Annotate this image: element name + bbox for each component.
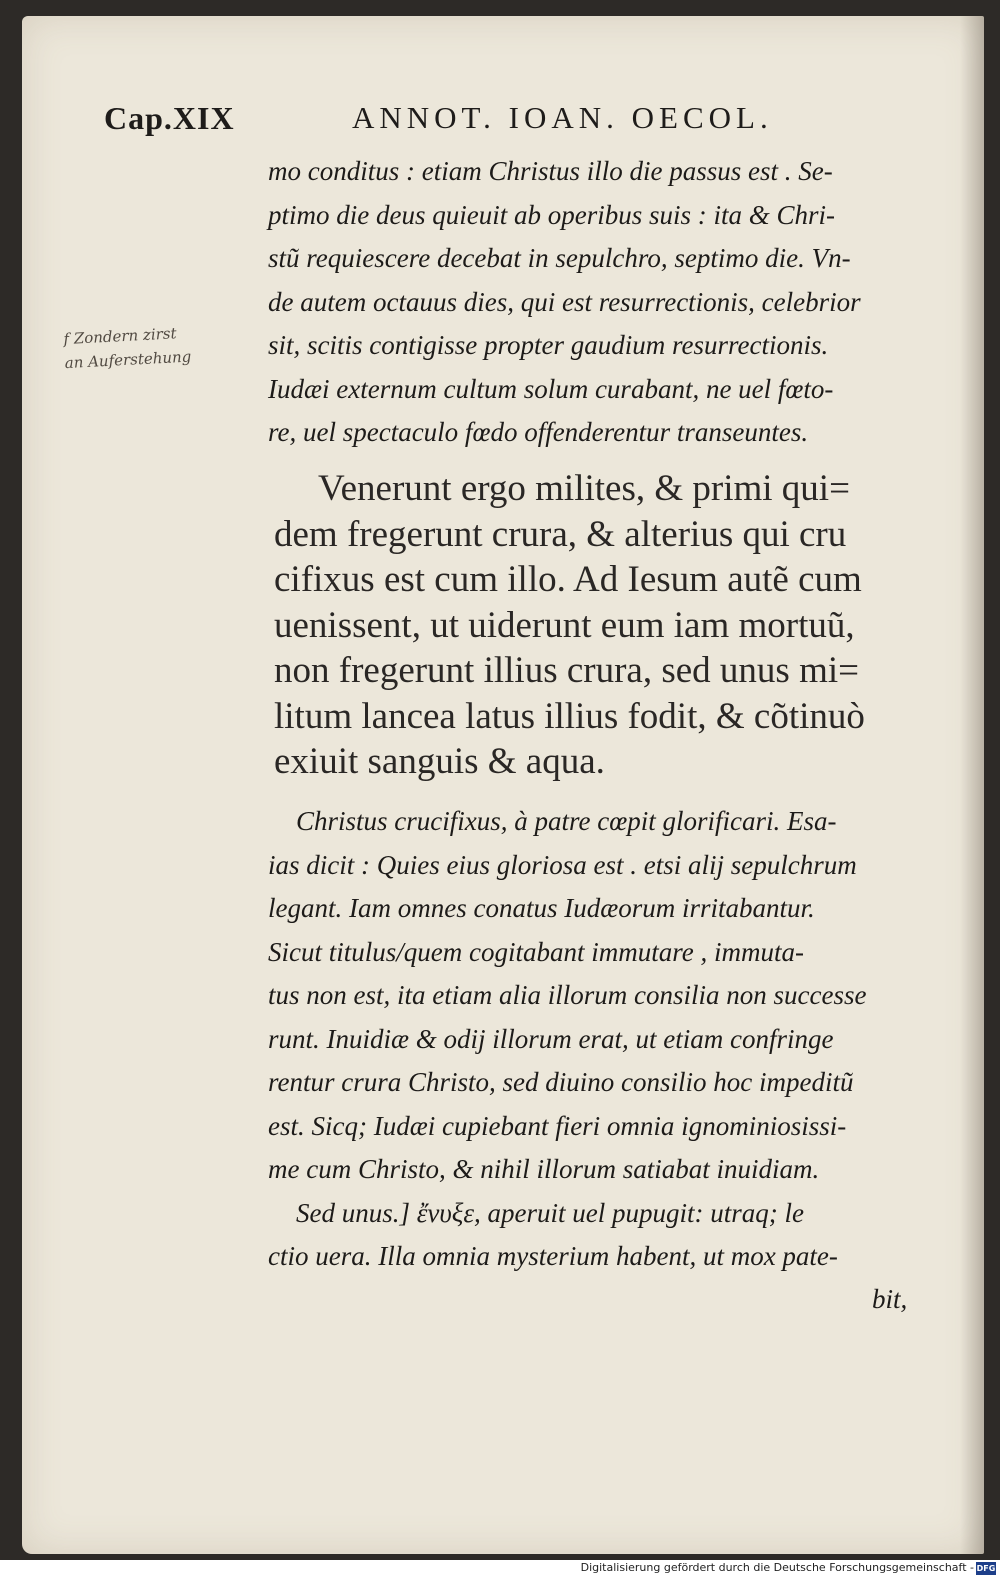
catchword: bit, bbox=[872, 1284, 908, 1314]
text-line: ias dicit : Quies eius gloriosa est . etsi alij sepulchrum bbox=[268, 849, 857, 880]
commentary-block-top bbox=[268, 150, 928, 455]
scripture-line: uenissent, ut uiderunt eum iam mortuũ, bbox=[274, 604, 855, 646]
scripture-line: cifixus est cum illo. Ad Iesum autẽ cum bbox=[274, 559, 862, 600]
running-title: ANNOT. IOAN. OECOL. bbox=[352, 100, 773, 135]
text-line: ctio uera. Illa omnia mysterium habent, ut mox pate- bbox=[268, 1241, 838, 1271]
text-line: stũ requiescere decebat in sepulchro, septimo die. Vn- bbox=[268, 243, 851, 273]
text-line: mo conditus : etiam Christus illo die passus est . Se- bbox=[268, 156, 833, 186]
funding-credit: Digitalisierung gefördert durch die Deutsche Forschungsgemeinschaft - bbox=[580, 1561, 974, 1574]
commentary-block-bottom bbox=[268, 800, 928, 1279]
dfg-logo: DFG bbox=[976, 1564, 996, 1573]
text-line: Sed unus.] ἔνυξε, aperuit uel pupugit: utraq; le bbox=[296, 1197, 804, 1228]
text-line: rentur crura Christo, sed diuino consilio hoc impeditũ bbox=[268, 1067, 854, 1097]
text-line: ptimo die deus quieuit ab operibus suis : ita & Chri- bbox=[268, 199, 835, 230]
scripture-line: litum lancea latus illius fodit, & cõtinuò bbox=[274, 695, 865, 737]
margin-note-line: an Auferstehung bbox=[64, 347, 192, 373]
text-line: est. Sicq; Iudæi cupiebant fieri omnia ignominiosissi- bbox=[268, 1110, 847, 1141]
text-line: tus non est, ita etiam alia illorum consilia non successe bbox=[268, 980, 867, 1010]
text-line: sit, scitis contigisse propter gaudium resurrectionis. bbox=[268, 330, 829, 360]
handwritten-margin-note bbox=[63, 317, 261, 375]
scripture-passage bbox=[274, 466, 934, 785]
page-edge-shadow bbox=[960, 16, 984, 1554]
margin-note-line: f Zondern zirst bbox=[63, 324, 177, 349]
text-line: de autem octauus dies, qui est resurrectionis, celebrior bbox=[268, 286, 861, 317]
text-line: legant. Iam omnes conatus Iudæorum irritabantur. bbox=[268, 893, 815, 923]
chapter-heading: Cap.XIX bbox=[104, 100, 235, 136]
text-line: me cum Christo, & nihil illorum satiabat inuidiam. bbox=[268, 1154, 820, 1184]
text-line: Christus crucifixus, à patre cœpit glorificari. Esa- bbox=[296, 806, 837, 836]
scripture-line: exiuit sanguis & aqua. bbox=[274, 741, 605, 782]
scripture-line: non fregerunt illius crura, sed unus mi= bbox=[274, 650, 859, 691]
text-line: re, uel spectaculo fœdo offenderentur transeuntes. bbox=[268, 417, 809, 447]
text-line: Sicut titulus/quem cogitabant immutare , immuta- bbox=[268, 936, 804, 967]
page-header bbox=[104, 100, 844, 144]
text-line: runt. Inuidiæ & odij illorum erat, ut etiam confringe bbox=[268, 1023, 834, 1054]
text-line: Iudæi externum cultum solum curabant, ne uel fœto- bbox=[268, 373, 834, 404]
scripture-line: Venerunt ergo milites, & primi qui= bbox=[318, 468, 850, 509]
scripture-line: dem fregerunt crura, & alterius qui cru bbox=[274, 513, 847, 555]
